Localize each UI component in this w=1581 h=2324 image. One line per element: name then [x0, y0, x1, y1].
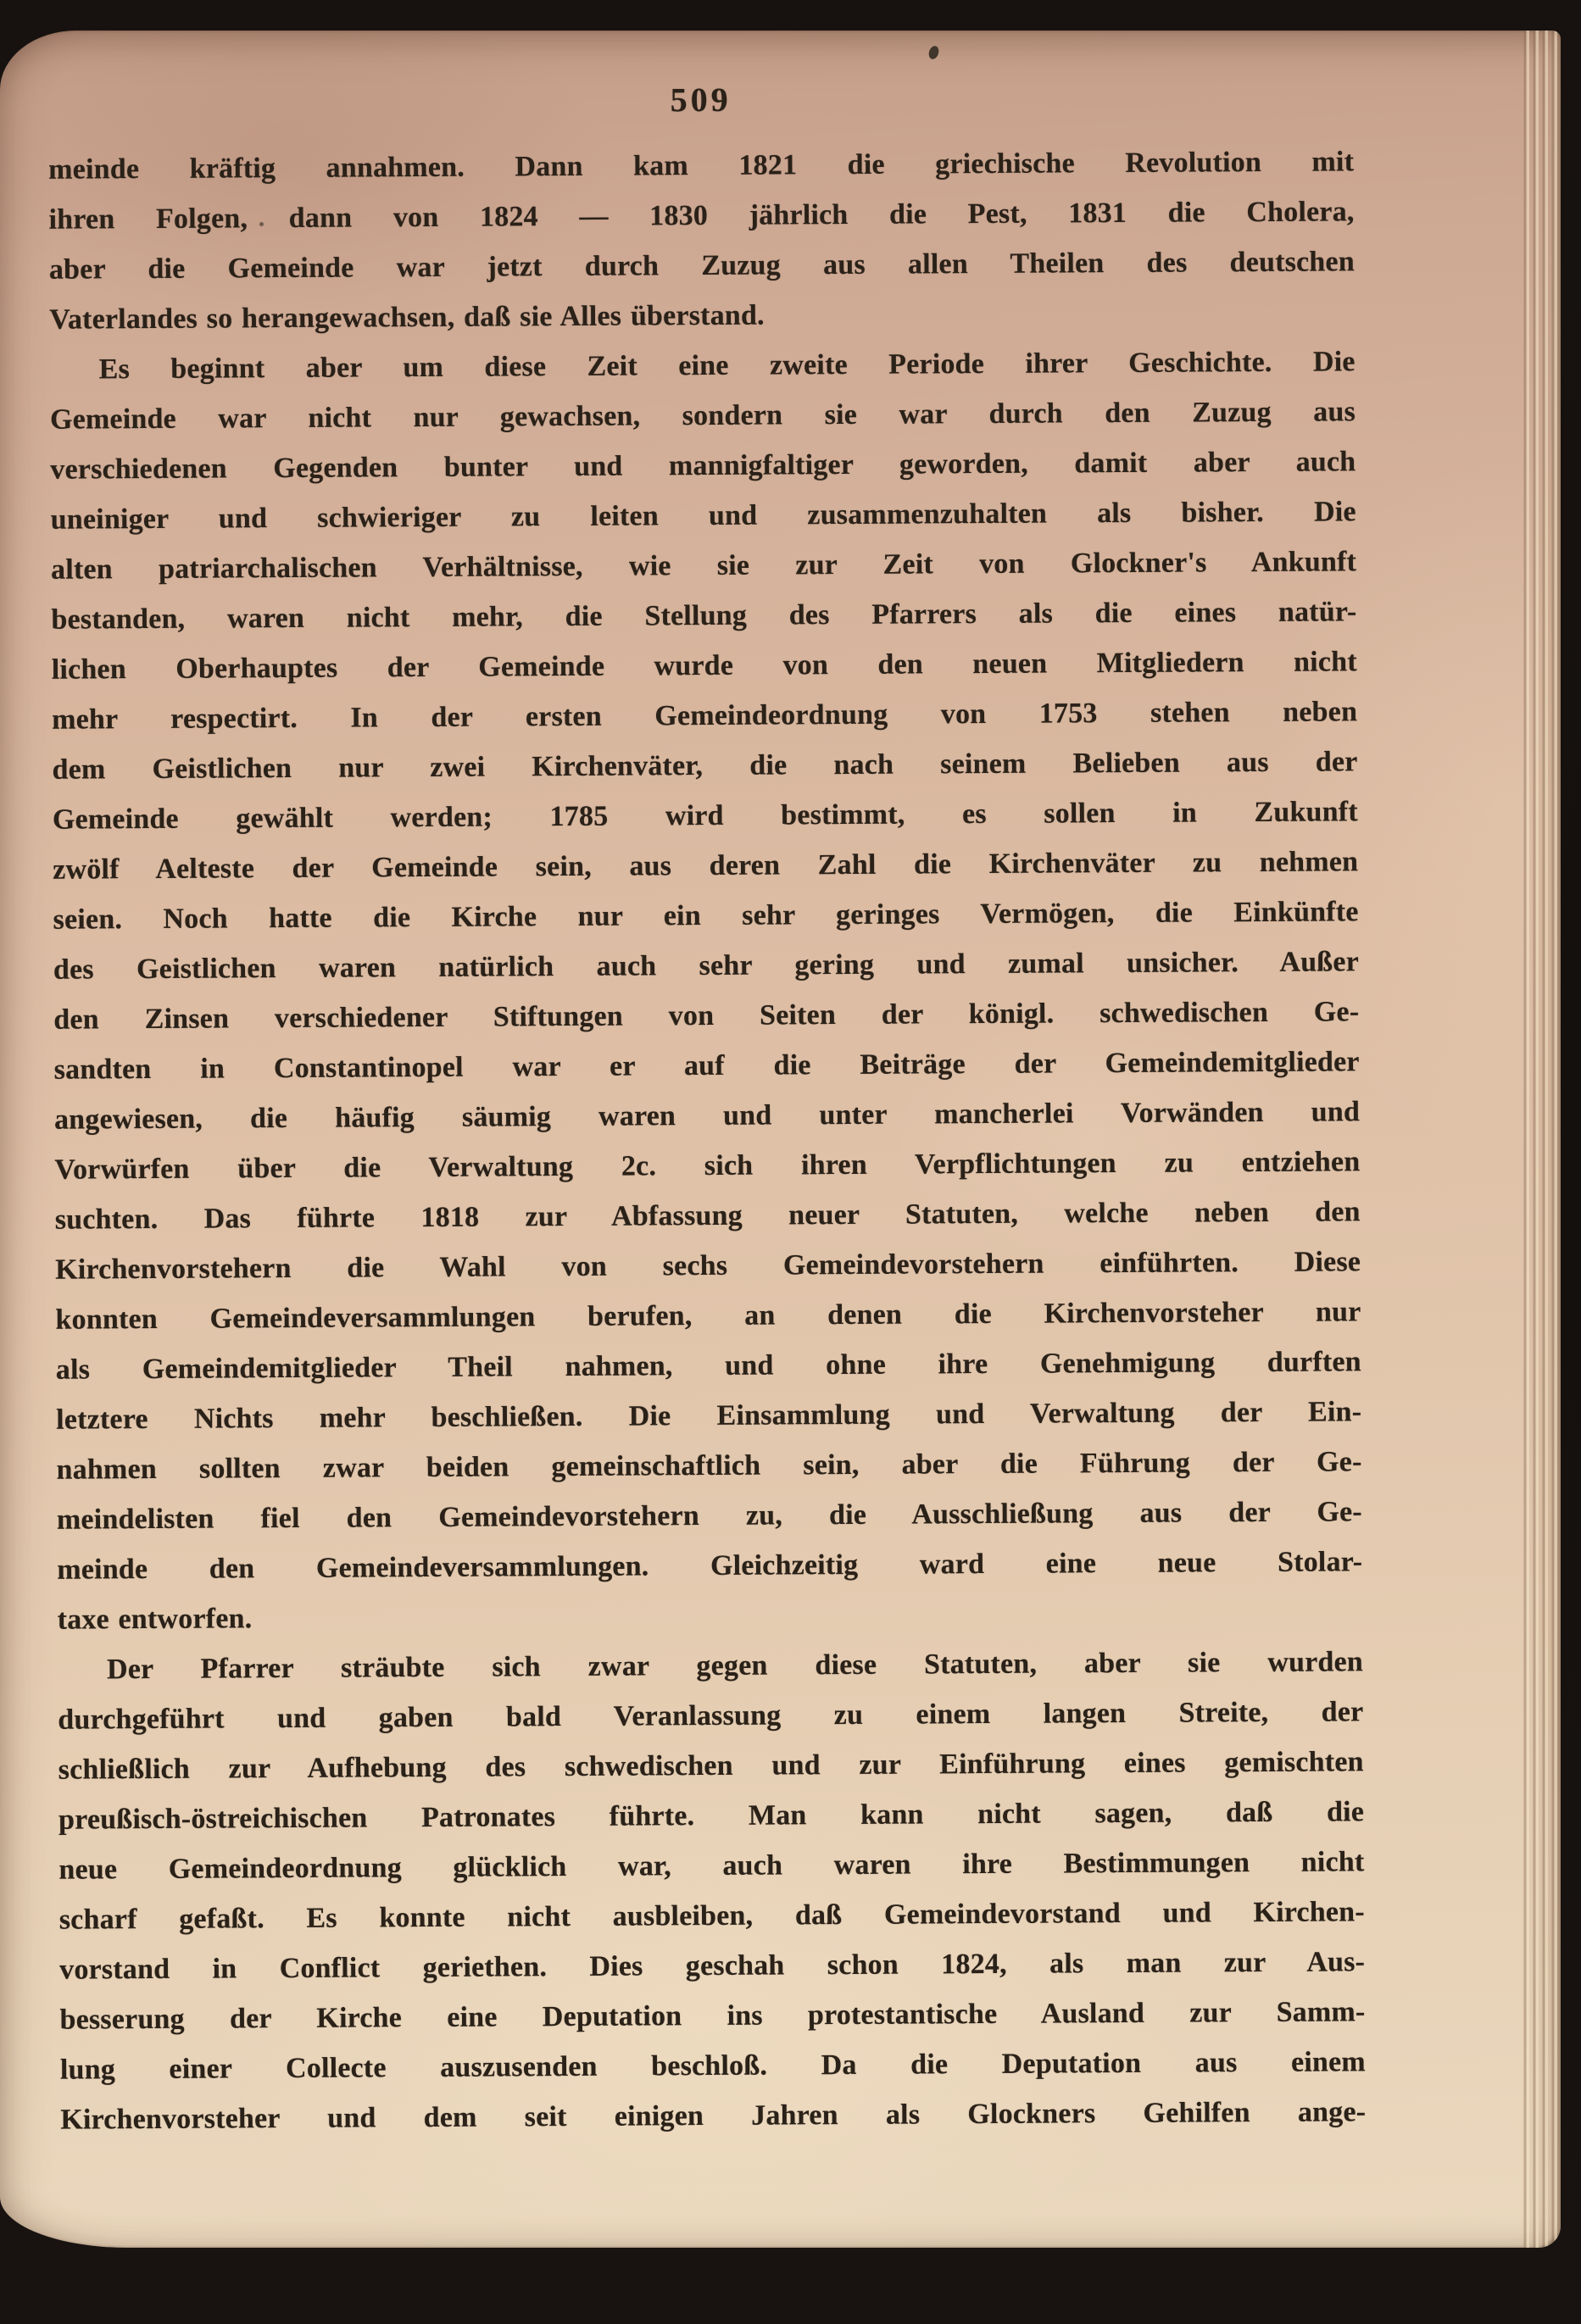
text-line: mehr respectirt. In der ersten Gemeindeordnung von 1753 stehen neben [52, 696, 1358, 736]
text-line: besserung der Kirche eine Deputation ins protestantische Ausland zur Samm- [59, 1996, 1366, 2036]
page-number: 509 [670, 80, 732, 120]
text-line: als Gemeindemitglieder Theil nahmen, und ohne ihre Genehmigung durften [55, 1346, 1361, 1386]
text-line: durchgeführt und gaben bald Veranlassung zu einem langen Streite, der [58, 1696, 1364, 1736]
text-line: Vorwürfen über die Verwaltung 2c. sich ihren Verpflichtungen zu entziehen [54, 1146, 1361, 1186]
text-line: aber die Gemeinde war jetzt durch Zuzug aus allen Theilen des deutschen [48, 246, 1356, 286]
text-line: Es beginnt aber um diese Zeit eine zweite Periode ihrer Geschichte. Die [98, 346, 1356, 386]
text-line: scharf gefaßt. Es konnte nicht ausbleiben, daß Gemeindevorstand und Kirchen- [58, 1896, 1365, 1936]
text-line: Gemeinde war nicht nur gewachsen, sondern sie war durch den Zuzug aus [49, 396, 1356, 436]
text-line: vorstand in Conflict geriethen. Dies geschah schon 1824, als man zur Aus- [59, 1946, 1366, 1986]
text-line: angewiesen, die häufig säumig waren und unter mancherlei Vorwänden und [53, 1096, 1361, 1136]
text-line: Der Pfarrer sträubte sich zwar gegen diese Statuten, aber sie wurden [106, 1646, 1364, 1686]
text-line: bestanden, waren nicht mehr, die Stellung des Pfarrers als die eines natür- [51, 596, 1357, 636]
text-line: nahmen sollten zwar beiden gemeinschaftlich sein, aber die Führung der Ge- [56, 1446, 1362, 1486]
ink-speck [927, 45, 940, 61]
page-content [48, 77, 1367, 2144]
text-line: dem Geistlichen nur zwei Kirchenväter, die nach seinem Belieben aus der [52, 746, 1358, 786]
text-line: sandten in Constantinopel war er auf die Beiträge der Gemeindemitglieder [53, 1046, 1360, 1086]
text-line: meinde kräftig annahmen. Dann kam 1821 die griechische Revolution mit [48, 146, 1355, 186]
text-line: letztere Nichts mehr beschließen. Die Einsammlung und Verwaltung der Ein- [56, 1396, 1362, 1436]
text-line: Kirchenvorstehern die Wahl von sechs Gemeindevorstehern einführten. Diese [55, 1246, 1361, 1286]
text-line: Gemeinde gewählt werden; 1785 wird bestimmt, es sollen in Zukunft [52, 796, 1358, 836]
text-line: Vaterlandes so herangewachsen, daß sie Alles überstand. [49, 299, 765, 336]
text-line: Kirchenvorsteher und dem seit einigen Jahren als Glockners Gehilfen ange- [60, 2096, 1367, 2136]
text-line: alten patriarchalischen Verhältnisse, wie sie zur Zeit von Glockner's Ankunft [50, 546, 1357, 586]
page-paper [0, 31, 1561, 2248]
text-line: verschiedenen Gegenden bunter und mannigfaltiger geworden, damit aber auch [50, 446, 1356, 486]
text-line: den Zinsen verschiedener Stiftungen von Seiten der königl. schwedischen Ge- [53, 996, 1360, 1036]
text-line: seien. Noch hatte die Kirche nur ein sehr geringes Vermögen, die Einkünfte [53, 896, 1359, 936]
body-text [48, 136, 1366, 2144]
text-line: ihren Folgen, dann von 1824 — 1830 jährlich die Pest, 1831 die Cholera, [48, 196, 1355, 236]
page-fore-edge [1520, 31, 1561, 2248]
text-line: suchten. Das führte 1818 zur Abfassung neuer Statuten, welche neben den [54, 1196, 1361, 1236]
text-line: meinde den Gemeindeversammlungen. Gleichzeitig ward eine neue Stolar- [57, 1546, 1363, 1586]
text-line: lichen Oberhauptes der Gemeinde wurde von den neuen Mitgliedern nicht [51, 646, 1357, 686]
text-line: taxe entworfen. [57, 1603, 253, 1636]
text-line: schließlich zur Aufhebung des schwedischen und zur Einführung eines gemischten [58, 1746, 1364, 1786]
text-line: meindelisten fiel den Gemeindevorstehern zu, die Ausschließung aus der Ge- [56, 1496, 1363, 1536]
text-line: uneiniger und schwieriger zu leiten und zusammenzuhalten als bisher. Die [50, 496, 1356, 536]
text-line: zwölf Aelteste der Gemeinde sein, aus deren Zahl die Kirchenväter zu nehmen [53, 846, 1359, 886]
text-line: lung einer Collecte auszusenden beschloß. Da die Deputation aus einem [59, 2046, 1366, 2086]
text-line: preußisch-östreichischen Patronates führte. Man kann nicht sagen, daß die [58, 1796, 1365, 1836]
text-line: des Geistlichen waren natürlich auch sehr gering und zumal unsicher. Außer [53, 946, 1360, 986]
text-line: konnten Gemeindeversammlungen berufen, an denen die Kirchenvorsteher nur [55, 1296, 1361, 1336]
text-line: neue Gemeindeordnung glücklich war, auch waren ihre Bestimmungen nicht [58, 1846, 1365, 1886]
